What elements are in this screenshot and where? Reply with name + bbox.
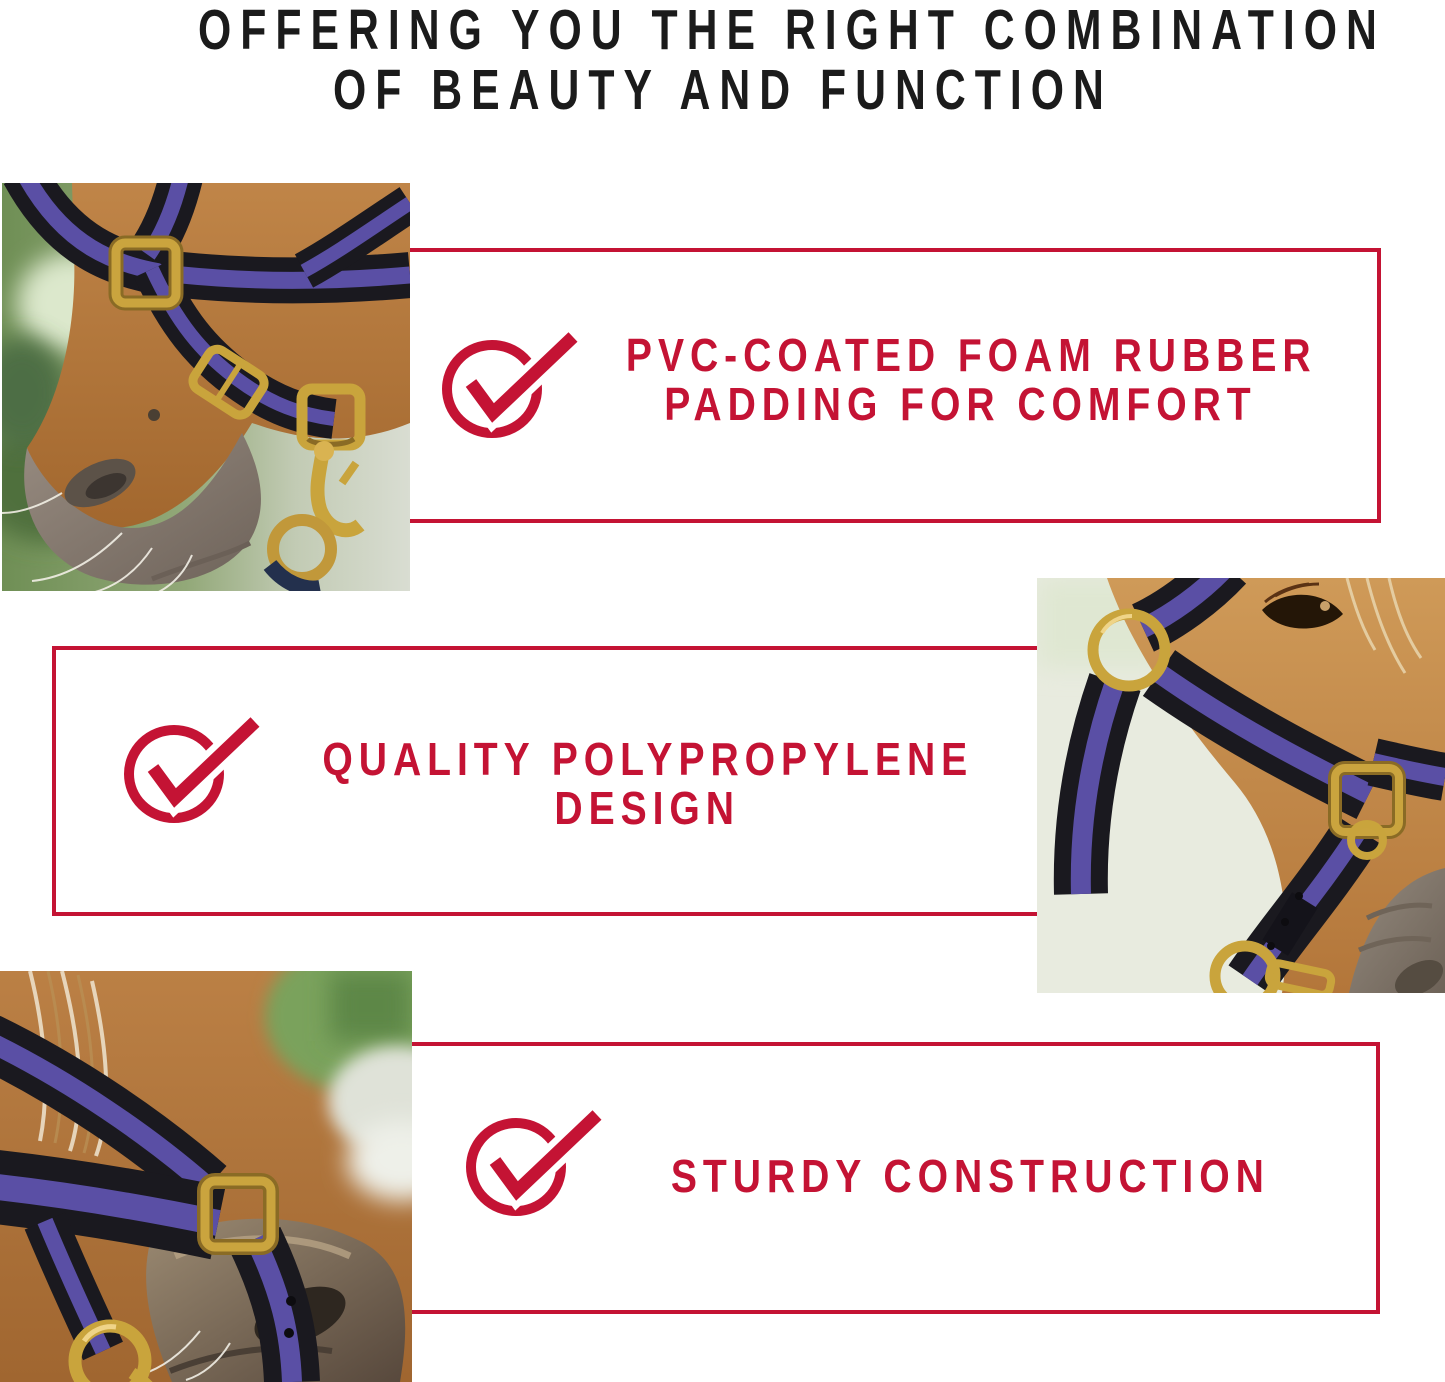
title-line-1: OFFERING YOU THE RIGHT COMBINATION [197, 0, 1386, 62]
check-circle-icon [442, 327, 580, 439]
check-circle-icon [466, 1105, 604, 1217]
horse-muzzle-halter-snap-photo [2, 183, 410, 591]
horse-face-halter-closeup-photo [0, 971, 412, 1382]
feature-text-design: QUALITY POLYPROPYLENE DESIGN [322, 733, 973, 834]
page-title [0, 0, 1445, 120]
horse-head-side-halter-photo [1037, 578, 1445, 993]
check-circle-icon [124, 712, 262, 824]
title-line-2: OF BEAUTY AND FUNCTION [332, 58, 1113, 122]
feature-text-padding: PVC-COATED FOAM RUBBER PADDING FOR COMFORT [625, 329, 1317, 430]
feature-text-construction: STURDY CONSTRUCTION [670, 1150, 1270, 1202]
